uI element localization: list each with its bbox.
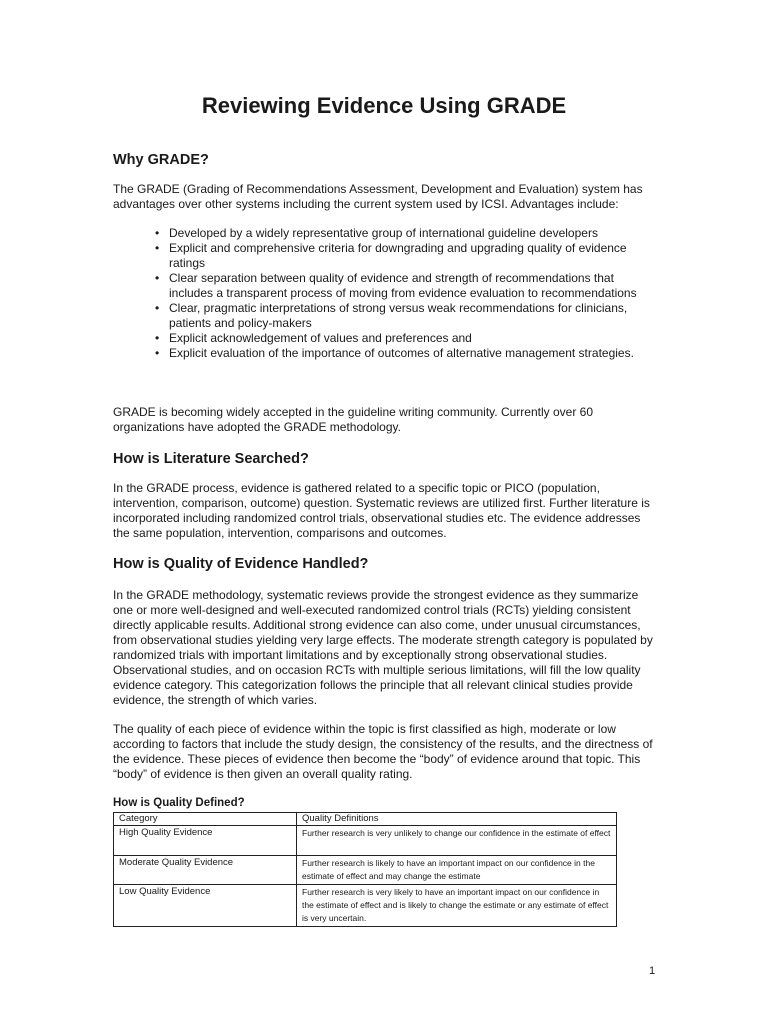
heading-literature-searched: How is Literature Searched? (113, 451, 309, 467)
why-grade-closing: GRADE is becoming widely accepted in the guideline writing community. Currently over 60 organizations have adopted the GRADE methodology. (113, 405, 593, 434)
advantages-list (155, 226, 655, 361)
list-item: • Explicit acknowledgement of values and preferences and (155, 331, 655, 346)
list-item: • Developed by a widely representative group of international guideline developers (155, 226, 655, 241)
table-heading: How is Quality Defined? (113, 797, 245, 809)
definition-cell: Further research is likely to have an important impact on our confidence in the estimate of effect and may change the estimate (297, 856, 617, 885)
heading-why-grade: Why GRADE? (113, 152, 209, 168)
list-item: • Clear, pragmatic interpretations of strong versus weak recommendations for clinicians, patients and policy-makers (155, 301, 655, 331)
table-header-row (114, 813, 617, 826)
category-cell: Low Quality Evidence (114, 885, 297, 927)
quality-body-2: The quality of each piece of evidence within the topic is first classified as high, moderate or low according to factors that include the study design, the consistency of the results, and the directness of the evidence. These pieces of evidence then become the “body” of evidence around that topic. This “body” of evidence is then given an overall quality rating. (113, 722, 653, 781)
why-grade-intro: The GRADE (Grading of Recommendations Assessment, Development and Evaluation) system has advantages over other systems including the current system used by ICSI. Advantages include: (113, 182, 643, 211)
column-header-definitions: Quality Definitions (297, 813, 617, 826)
list-item: • Explicit evaluation of the importance of outcomes of alternative management strategies. (155, 346, 655, 361)
document-title: Reviewing Evidence Using GRADE (201, 93, 567, 118)
quality-definitions-table (113, 812, 617, 927)
heading-quality-handled: How is Quality of Evidence Handled? (113, 556, 369, 572)
column-header-category: Category (114, 813, 297, 826)
table-row (114, 885, 617, 927)
definition-cell: Further research is very unlikely to change our confidence in the estimate of effect (297, 826, 617, 856)
table-row (114, 826, 617, 856)
list-item: • Clear separation between quality of evidence and strength of recommendations that includes a transparent process of moving from evidence evaluation to recommendations (155, 271, 655, 301)
table-row (114, 856, 617, 885)
list-item: • Explicit and comprehensive criteria for downgrading and upgrading quality of evidence ratings (155, 241, 655, 271)
literature-body: In the GRADE process, evidence is gathered related to a specific topic or PICO (population, intervention, comparison, outcome) question. Systematic reviews are utilized first. Further literature is incorporated including randomized control trials, observational studies etc. The evidence addresses the same population, intervention, comparisons and outcomes. (113, 481, 650, 540)
category-cell: High Quality Evidence (114, 826, 297, 856)
quality-body-1: In the GRADE methodology, systematic reviews provide the strongest evidence as they summarize one or more well-designed and well-executed randomized control trials (RCTs) yielding consistent directly applicable results. Additional strong evidence can also come, under unusual circumstances, from observational studies yielding very large effects. The moderate strength category is populated by randomized trials with important limitations and by exceptionally strong observational studies. Observational studies, and on occasion RCTs with multiple serious limitations, will fill the low quality evidence category. This categorization follows the principle that all relevant clinical studies provide evidence, the strength of which varies. (113, 588, 653, 707)
category-cell: Moderate Quality Evidence (114, 856, 297, 885)
definition-cell: Further research is very likely to have an important impact on our confidence in the estimate of effect and is likely to change the estimate or any estimate of effect is very uncertain. (297, 885, 617, 927)
page-number: 1 (649, 965, 656, 977)
